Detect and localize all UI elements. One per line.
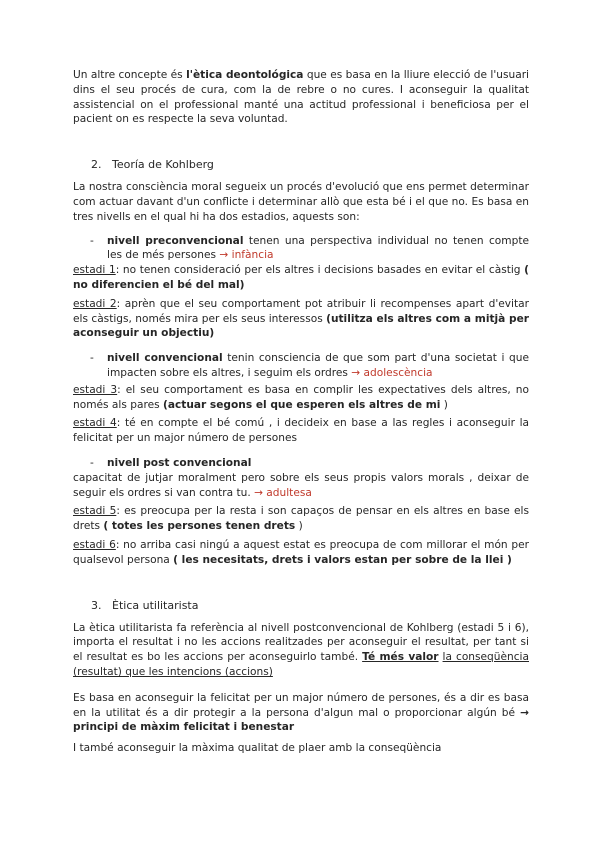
- section-2-heading: 2. Teoría de Kohlberg: [91, 158, 214, 172]
- stage-1: estadi 1: no tenen consideració per els altres i decisions basades en evitar el càstig ( no diferencien el bé del mal): [73, 264, 529, 291]
- deontology-term: l'ètica deontológica: [186, 69, 304, 81]
- stage-2: estadi 2: aprèn que el seu comportament pot atribuir li recompenses apart d'evitar els càstigs, només mira per els seus interessos (utilitza els altres com a mitjà per aconseguir un objectiu): [73, 297, 529, 340]
- stage-4: estadi 4: té en compte el bé comú , i decideix en base a las regles i aconseguir la felicitat per un major número de persones: [73, 417, 530, 445]
- intro-paragraph: Un altre concepte és l'ètica deontológica que es basa en la lliure elecció de l'usuari dins el seu procés de cura, com la de rebre o no cures. I aconseguir la qualitat assistencial on el professional manté una actitud professional i beneficiosa per el pacient on es respecte la seva voluntad.: [73, 69, 529, 126]
- post-conventional-description: capacitat de jutjar moralment pero sobre els seus propis valors morals , deixar de seguir els ordres si van contra tu. → adultesa: [73, 471, 529, 499]
- kohlberg-intro: La nostra consciència moral segueix un procés d'evolució que ens permet determinar com actuar davant d'un conflicte i determinar allò que esta bé i el que no. Es basa en tres nivells en el qual hi ha dos estadios, aquests son:: [73, 181, 529, 223]
- utilitarian-paragraph-3: I també aconseguir la màxima qualitat de plaer amb la conseqüència: [73, 742, 442, 755]
- level-post-conventional: - nivell post convencional: [90, 456, 252, 469]
- utilitarian-paragraph-1: La ètica utilitarista fa referència al nivell postconvencional de Kohlberg (estadi 5 i 6), importa el resultat i no les accions realitzades per aconseguir el resultat, per tant si el resultat es bo les accions per aconseguirlo també. Té més valor la conseqüència (resultat) que les intencions (accions): [73, 621, 529, 678]
- level-preconventional: - nivell preconvencional tenen una perspectiva individual no tenen compte les de més persones → infància: [90, 234, 529, 262]
- stage-6: estadi 6: no arriba casi ningú a aquest estat es preocupa de com millorar el món per qualsevol persona ( les necesitats, drets i valors estan per sobre de la llei ): [73, 538, 529, 566]
- utilitarian-paragraph-2: Es basa en aconseguir la felicitat per un major número de persones, és a dir es basa en la utilitat és a dir protegir a la persona d'algun mal o proporcionar algún bé → principi de màxim felicitat i benestar: [73, 691, 529, 734]
- document-page: [73, 68, 529, 756]
- stage-5: estadi 5: es preocupa per la resta i son capaços de pensar en els altres en base els drets ( totes les persones tenen drets ): [73, 505, 529, 533]
- stage-3: estadi 3: el seu comportament es basa en complir les expectatives dels altres, no només als pares (actuar segons el que esperen els altres de mi ): [73, 383, 529, 411]
- level-conventional: - nivell convencional tenin consciencia de que som part d'una societat i que impacten sobre els altres, i seguim els ordres → adolescència: [90, 352, 529, 379]
- section-3-heading: 3. Ètica utilitarista: [91, 598, 199, 612]
